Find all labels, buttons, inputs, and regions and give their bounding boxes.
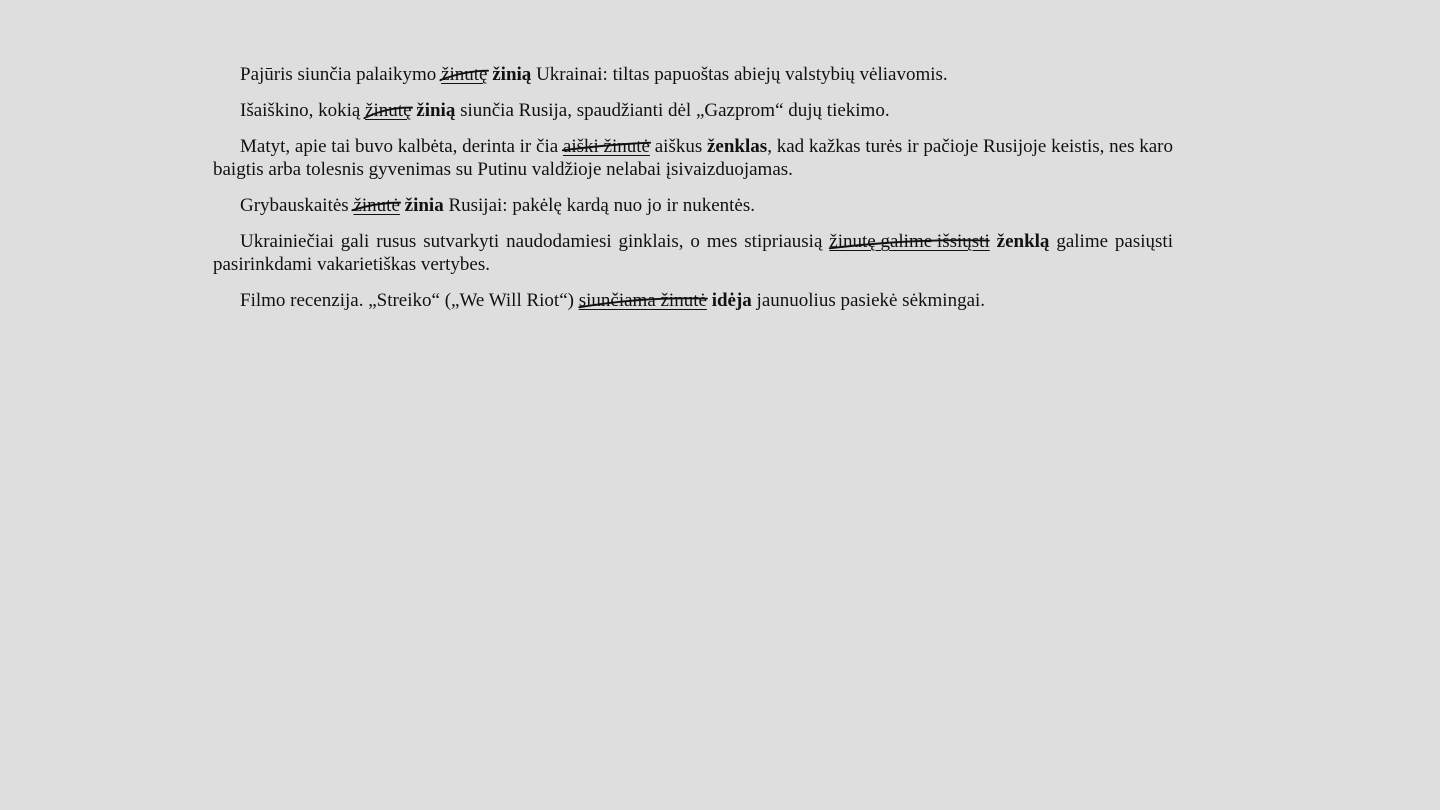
correction-word: idėja	[711, 290, 752, 311]
struck-phrase	[563, 135, 650, 158]
struck-phrase	[579, 289, 707, 312]
struck-phrase-text: siunčiama žinutė	[578, 290, 707, 311]
paragraph-text: Ukrainiečiai gali rusus sutvarkyti naudodamiesi ginklais, o mes stipriausią	[240, 231, 830, 252]
correction-word: žinią	[492, 64, 532, 85]
paragraph-4	[213, 194, 1173, 217]
correction-word: ženklas	[707, 136, 768, 157]
struck-word	[441, 63, 487, 86]
correction-word: žinią	[416, 100, 456, 121]
struck-word	[365, 99, 411, 122]
paragraph-text: Matyt, apie tai buvo kalbėta, derinta ir čia	[240, 136, 563, 157]
paragraph-text: Ukrainai: tiltas papuoštas abiejų valstybių vėliavomis.	[531, 64, 948, 85]
paragraph-6	[213, 289, 1173, 312]
struck-phrase	[829, 230, 989, 253]
paragraph-text: jaunuolius pasiekė sėkmingai.	[751, 290, 986, 311]
paragraph-text: galime pasiųsti pasirinkdami vakarietiškas vertybes.	[213, 231, 1173, 275]
correction-word: ženklą	[996, 231, 1050, 252]
paragraph-text: aiškus	[649, 136, 707, 157]
document-body	[213, 63, 1173, 312]
correction-word: žinia	[404, 195, 444, 216]
struck-phrase-text: žinutę galime išsiųsti	[829, 231, 990, 252]
struck-word-text: žinutę	[441, 64, 488, 85]
paragraph-text: Filmo recenzija. „Streiko“ („We Will Riot“)	[240, 290, 579, 311]
struck-phrase-text: aiški žinutė	[562, 136, 650, 157]
paragraph-text: Išaiškino, kokią	[240, 100, 366, 121]
paragraph-text: Rusijai: pakėlę kardą nuo jo ir nukentės.	[443, 195, 756, 216]
paragraph-text: siunčia Rusija, spaudžianti dėl „Gazprom“ dujų tiekimo.	[455, 100, 890, 121]
paragraph-2	[213, 99, 1173, 122]
paragraph-text: , kad kažkas turės ir pačioje Rusijoje keistis, nes karo baigtis arba tolesnis gyvenimas su Putinu valdžioje nelabai įsivaizduojamas.	[213, 136, 1173, 180]
paragraph-3	[213, 135, 1173, 181]
paragraph-5	[213, 230, 1173, 276]
struck-word-text: žinutė	[353, 195, 400, 216]
struck-word-text: žinutę	[365, 100, 412, 121]
paragraph-text: Grybauskaitės	[240, 195, 354, 216]
struck-word	[353, 194, 399, 217]
paragraph-1	[213, 63, 1173, 86]
paragraph-text: Pajūris siunčia palaikymo	[240, 64, 442, 85]
